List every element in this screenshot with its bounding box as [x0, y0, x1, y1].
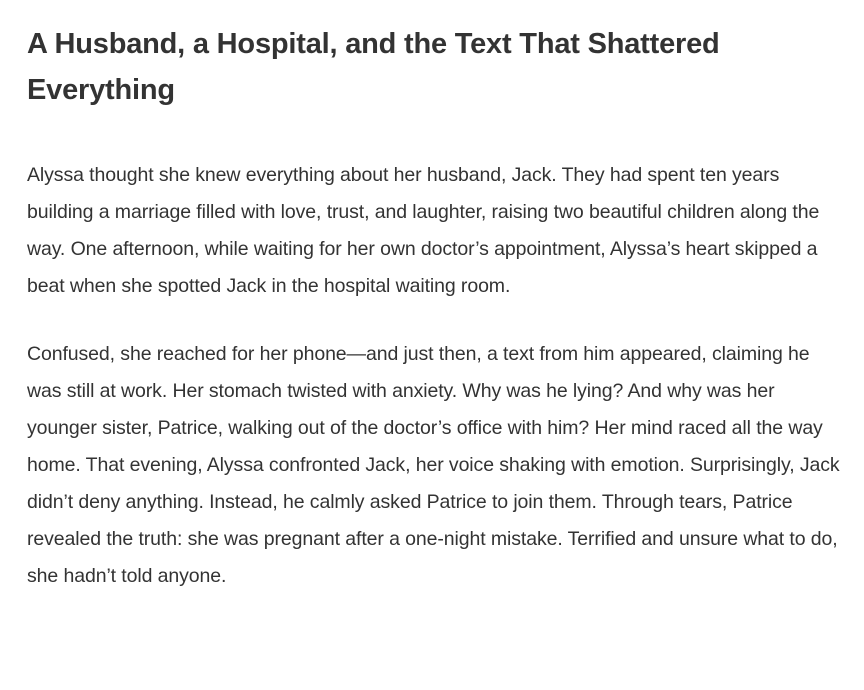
article-title: A Husband, a Hospital, and the Text That Shattered Everything — [27, 28, 720, 106]
article-paragraph-2: Confused, she reached for her phone—and just then, a text from him appeared, claiming he was still at work. Her stomach twisted with anxiety. Why was he lying? And why was her younger sister, Patrice, walking out of the doctor’s office with him? Her mind raced all the way home. That evening, Alyssa confronted Jack, her voice shaking with emotion. Surprisingly, Jack didn’t deny anything. Instead, he calmly asked Patrice to join them. Through tears, Patrice revealed the truth: she was pregnant after a one-night mistake. Terrified and unsure what to do, she hadn’t told anyone. — [27, 343, 840, 587]
article-paragraph-1: Alyssa thought she knew everything about her husband, Jack. They had spent ten years building a marriage filled with love, trust, and laughter, raising two beautiful children along the way. One afternoon, while waiting for her own doctor’s appointment, Alyssa’s heart skipped a beat when she spotted Jack in the hospital waiting room. — [27, 164, 820, 297]
article — [27, 0, 842, 595]
